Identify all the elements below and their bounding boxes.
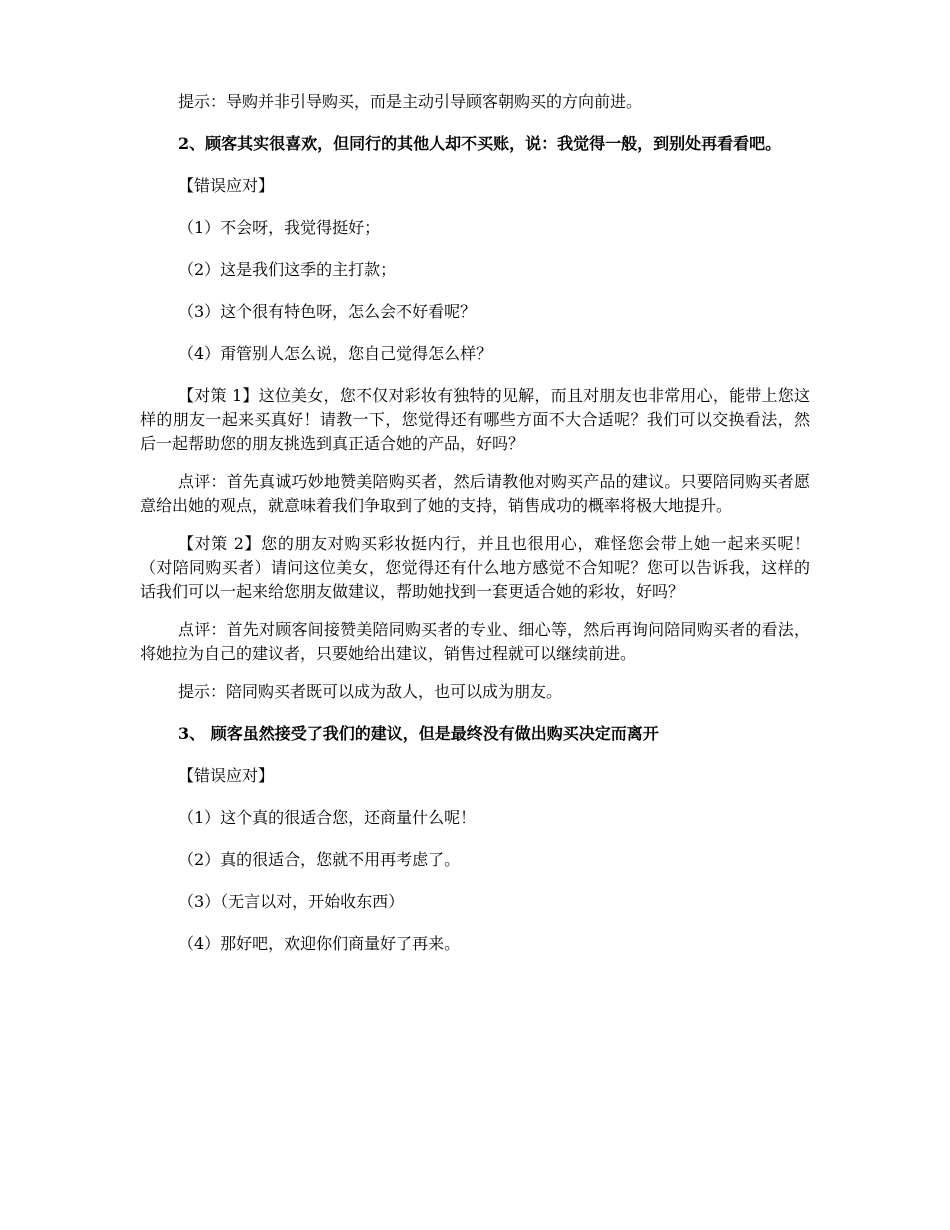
list-item: （2）真的很适合，您就不用再考虑了。: [178, 850, 461, 869]
wrong-response-heading: 【错误应对】: [178, 176, 275, 195]
comment-paragraph: 点评：首先真诚巧妙地赞美陪购买者，然后请教他对购买产品的建议。只要陪同购买者愿意给出她的观点，就意味着我们争取到了她的支持，销售成功的概率将极大地提升。: [140, 472, 810, 515]
list-item: （3）（无言以对，开始收东西）: [178, 892, 405, 911]
list-item: （2）这是我们这季的主打款；: [178, 260, 397, 279]
document-page: [140, 90, 810, 956]
list-item: （4）那好吧，欢迎你们商量好了再来。: [178, 934, 461, 953]
tip-paragraph: 提示：陪同购买者既可以成为敌人，也可以成为朋友。: [178, 682, 563, 701]
wrong-response-heading: 【错误应对】: [178, 766, 275, 785]
strategy-2-paragraph: 【对策 2】您的朋友对购买彩妆挺内行，并且也很用心，难怪您会带上她一起来买呢！（对陪同购买者）请问这位美女，您觉得还有什么地方感觉不合知呢？您可以告诉我，这样的话我们可以一起来给您朋友做建议，帮助她找到一套更适合她的彩妆，好吗？: [140, 534, 810, 601]
tip-paragraph: 提示：导购并非引导购买，而是主动引导顾客朝购买的方向前进。: [178, 92, 643, 111]
list-item: （3）这个很有特色呀，怎么会不好看呢？: [178, 302, 477, 321]
comment-paragraph: 点评：首先对顾客间接赞美陪同购买者的专业、细心等，然后再询问陪同购买者的看法，将她拉为自己的建议者，只要她给出建议，销售过程就可以继续前进。: [140, 620, 810, 663]
list-item: （1）不会呀，我觉得挺好；: [178, 218, 381, 237]
list-item: （1）这个真的很适合您，还商量什么呢！: [178, 808, 477, 827]
section-heading-3: 3、 顾客虽然接受了我们的建议，但是最终没有做出购买决定而离开: [178, 724, 659, 743]
strategy-1-paragraph: 【对策 1】这位美女，您不仅对彩妆有独特的见解，而且对朋友也非常用心，能带上您这样的朋友一起来买真好！请教一下，您觉得还有哪些方面不大合适呢？我们可以交换看法，然后一起帮助您的朋友挑选到真正适合她的产品，好吗？: [140, 386, 810, 453]
list-item: （4）甭管别人怎么说，您自己觉得怎么样？: [178, 344, 493, 363]
section-heading-2: 2、顾客其实很喜欢，但同行的其他人却不买账，说：我觉得一般，到别处再看看吧。: [178, 134, 782, 153]
